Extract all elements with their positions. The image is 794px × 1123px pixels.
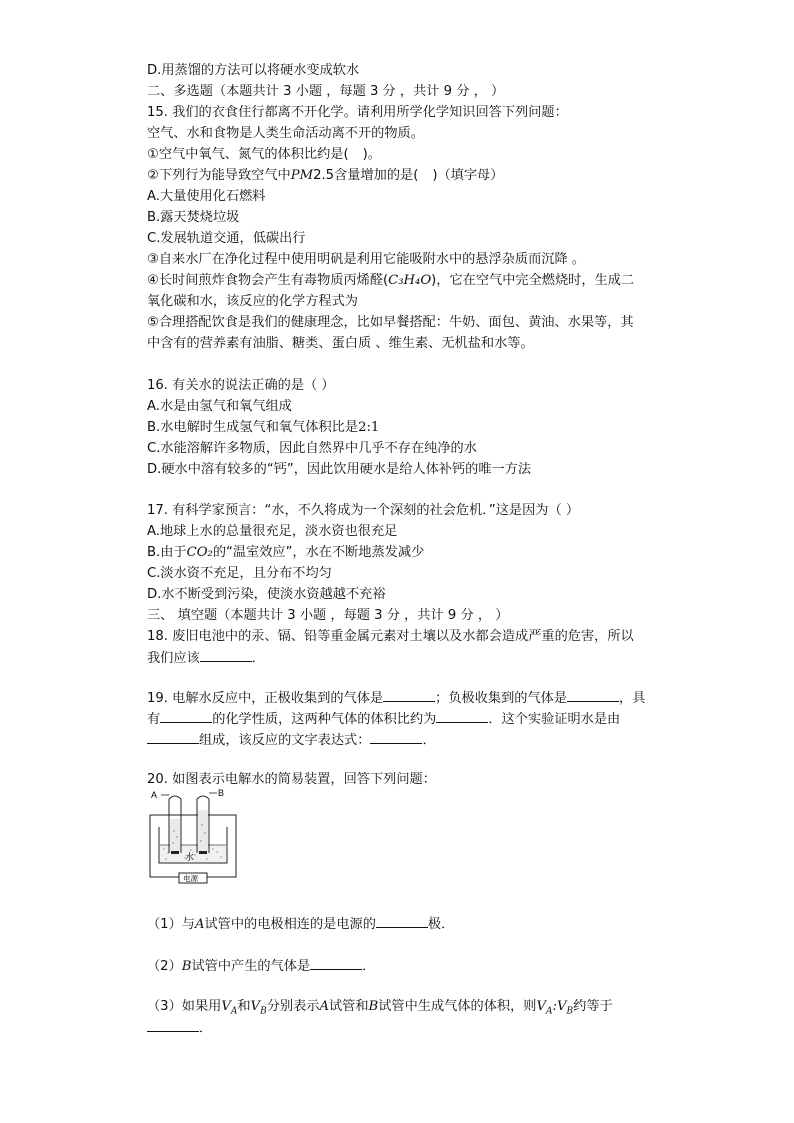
- q19-text-7: 组成，该反应的文字表达式：: [199, 733, 371, 748]
- q19-blank-5[interactable]: [147, 731, 199, 744]
- q20-part3-prefix: （3）如果用: [147, 999, 222, 1014]
- q17-option-b-prefix: B.由于: [147, 545, 187, 560]
- ratio-value: 2:1: [358, 420, 380, 435]
- q20-blank-1[interactable]: [376, 915, 428, 928]
- q15-part2-mid: 2.5含量增加的是(: [313, 168, 419, 183]
- ratio-vb: $V_B$: [556, 999, 574, 1017]
- electrode-b: [199, 851, 207, 854]
- q15-part2: [147, 167, 503, 185]
- electrolysis-apparatus-diagram: [147, 789, 242, 894]
- tube-a-symbol: A: [194, 917, 205, 932]
- q20-part3-end: ．: [199, 1021, 213, 1036]
- q19-text-3: ，具: [619, 691, 646, 706]
- section-fill-blank-heading: 三、 填空题（本题共计 3 小题 ，每题 3 分 ，共计 9 分 ， ）: [147, 608, 509, 623]
- electrode-a: [171, 851, 179, 854]
- q20-part1-prefix: （1）与: [147, 917, 195, 932]
- q18-cont-text: 我们应该: [147, 651, 200, 666]
- q19-text-1: 19. 电解水反应中，正极收集到的气体是: [147, 691, 384, 706]
- q16-option-c: C.水能溶解许多物质，因此自然界中几乎不存在纯净的水: [147, 441, 477, 456]
- q15-part1-text: ①空气中氧气、氮气的体积比约是(: [147, 147, 349, 162]
- q15-stem: 15. 我们的衣食住行都离不开化学。请利用所学化学知识回答下列问题：: [147, 105, 568, 120]
- q20-text-d: 约等于: [573, 999, 613, 1014]
- q15-option-b: B.露天焚烧垃圾: [147, 210, 240, 225]
- q20-part2-end: ．: [362, 959, 376, 974]
- q20-text-c: 试管中生成气体的体积，则: [378, 999, 537, 1014]
- q15-part5: ⑤合理搭配饮食是我们的健康理念，比如早餐搭配：牛奶、面包、黄油、水果等，其: [147, 315, 634, 330]
- q15-part4-end: )，它在空气中完全燃烧时，生成二: [431, 273, 635, 288]
- vb-symbol: $V_B$: [250, 999, 267, 1017]
- q20-blank-2[interactable]: [310, 957, 362, 970]
- q20-part2: [147, 957, 375, 976]
- q19-text-8: ．: [422, 733, 436, 748]
- q15-part4-cont: 氧化碳和水，该反应的化学方程式为: [147, 294, 358, 309]
- q18-end: ．: [251, 651, 265, 666]
- q15-part1-end: )。: [362, 147, 381, 162]
- va-symbol: $V_A$: [221, 999, 238, 1017]
- tube-a-ref: A: [319, 999, 329, 1014]
- q16-option-b: [147, 419, 379, 437]
- ratio-va: $V_A$: [536, 999, 553, 1017]
- q19-blank-4[interactable]: [436, 710, 488, 723]
- q19-blank-2[interactable]: [567, 689, 619, 702]
- tube-a-label: A: [151, 790, 158, 800]
- q16-option-b-text: B.水电解时生成氢气和氧气体积比是: [147, 420, 359, 435]
- q20-part1-text: 试管中的电极相连的是电源的: [204, 917, 376, 932]
- q17-option-a: A.地球上水的总量很充足，淡水资也很充足: [147, 524, 398, 539]
- water-label: 水: [185, 853, 195, 863]
- q17-option-b: [147, 544, 424, 562]
- q16-stem: 16. 有关水的说法正确的是（ ）: [147, 378, 335, 393]
- q14-option-d: D.用蒸馏的方法可以将硬水变成软水: [147, 63, 360, 78]
- q15-intro: 空气、水和食物是人类生命活动离不开的物质。: [147, 126, 424, 141]
- pm-symbol: PM: [290, 168, 314, 183]
- q17-stem: 17. 有科学家预言：“水，不久将成为一个深刻的社会危机．”这是因为（ ）: [147, 503, 580, 518]
- power-label: 电源: [183, 874, 198, 883]
- q19-stem: [147, 689, 645, 708]
- q19-blank-6[interactable]: [370, 731, 422, 744]
- q20-part2-text: 试管中产生的气体是: [191, 959, 311, 974]
- q20-part2-prefix: （2）: [147, 959, 182, 974]
- q20-and: 和: [237, 999, 251, 1014]
- tube-b-ref: B: [368, 999, 379, 1014]
- q16-option-a: A.水是由氢气和氧气组成: [147, 399, 292, 414]
- q15-part4: [147, 272, 634, 290]
- q19-text-2: ；负极收集到的气体是: [435, 691, 568, 706]
- q19-blank-1[interactable]: [383, 689, 435, 702]
- q15-part1: [147, 146, 381, 164]
- q15-part2-end: )（填字母）: [432, 168, 504, 183]
- tube-b-symbol: B: [181, 959, 192, 974]
- q20-part3: [147, 998, 613, 1021]
- q18-cont: [147, 649, 265, 668]
- q20-stem: 20. 如图表示电解水的简易装置，回答下列问题：: [147, 772, 436, 787]
- q20-blank-3[interactable]: [147, 1019, 199, 1032]
- q20-part3-cont: [147, 1019, 212, 1038]
- section-multi-choice-heading: 二、多选题（本题共计 3 小题 ，每题 3 分 ，共计 9 分 ， ）: [147, 84, 505, 99]
- co2-formula: CO₂: [186, 545, 213, 560]
- q18-stem: 18. 废旧电池中的汞、镉、铅等重金属元素对土壤以及水都会造成严重的危害，所以: [147, 629, 634, 644]
- q15-part2-text: ②下列行为能导致空气中: [147, 168, 291, 183]
- q15-part3: ③自来水厂在净化过程中使用明矾是利用它能吸附水中的悬浮杂质而沉降 。: [147, 252, 586, 267]
- q18-blank[interactable]: [200, 649, 252, 662]
- q20-text-b: 试管和: [328, 999, 369, 1014]
- q15-option-c: C.发展轨道交通，低碳出行: [147, 231, 306, 246]
- tube-b-label: B: [218, 789, 225, 798]
- q19-blank-3[interactable]: [160, 710, 212, 723]
- q15-part4-text: ④长时间煎炸食物会产生有毒物质丙烯醛(: [147, 273, 389, 288]
- q15-part5-cont: 中含有的营养素有油脂、糖类、蛋白质 、维生素、无机盐和水等。: [147, 336, 534, 351]
- q15-option-a: A.大量使用化石燃料: [147, 189, 266, 204]
- q17-option-c: C.淡水资不充足，且分布不均匀: [147, 566, 332, 581]
- q16-option-d: D.硬水中溶有较多的“钙”，因此饮用硬水是给人体补钙的唯一方法: [147, 462, 532, 477]
- q20-text-a: 分别表示: [266, 999, 320, 1014]
- acrolein-formula: C₃H₄O: [388, 273, 432, 288]
- q17-option-b-text: 的“温室效应”，水在不断地蒸发减少: [212, 545, 425, 560]
- q20-part1: [147, 915, 454, 934]
- q20-part1-end: 极．: [427, 917, 455, 932]
- q19-line2: [147, 710, 620, 729]
- ratio-colon: :: [552, 999, 557, 1014]
- q19-line3: [147, 731, 436, 750]
- q19-text-6: ．这个实验证明水是由: [488, 712, 621, 727]
- q19-text-4: 有: [147, 712, 161, 727]
- q19-text-5: 的化学性质，这两种气体的体积比约为: [212, 712, 437, 727]
- q17-option-d: D.水不断受到污染，使淡水资越越不充裕: [147, 587, 386, 602]
